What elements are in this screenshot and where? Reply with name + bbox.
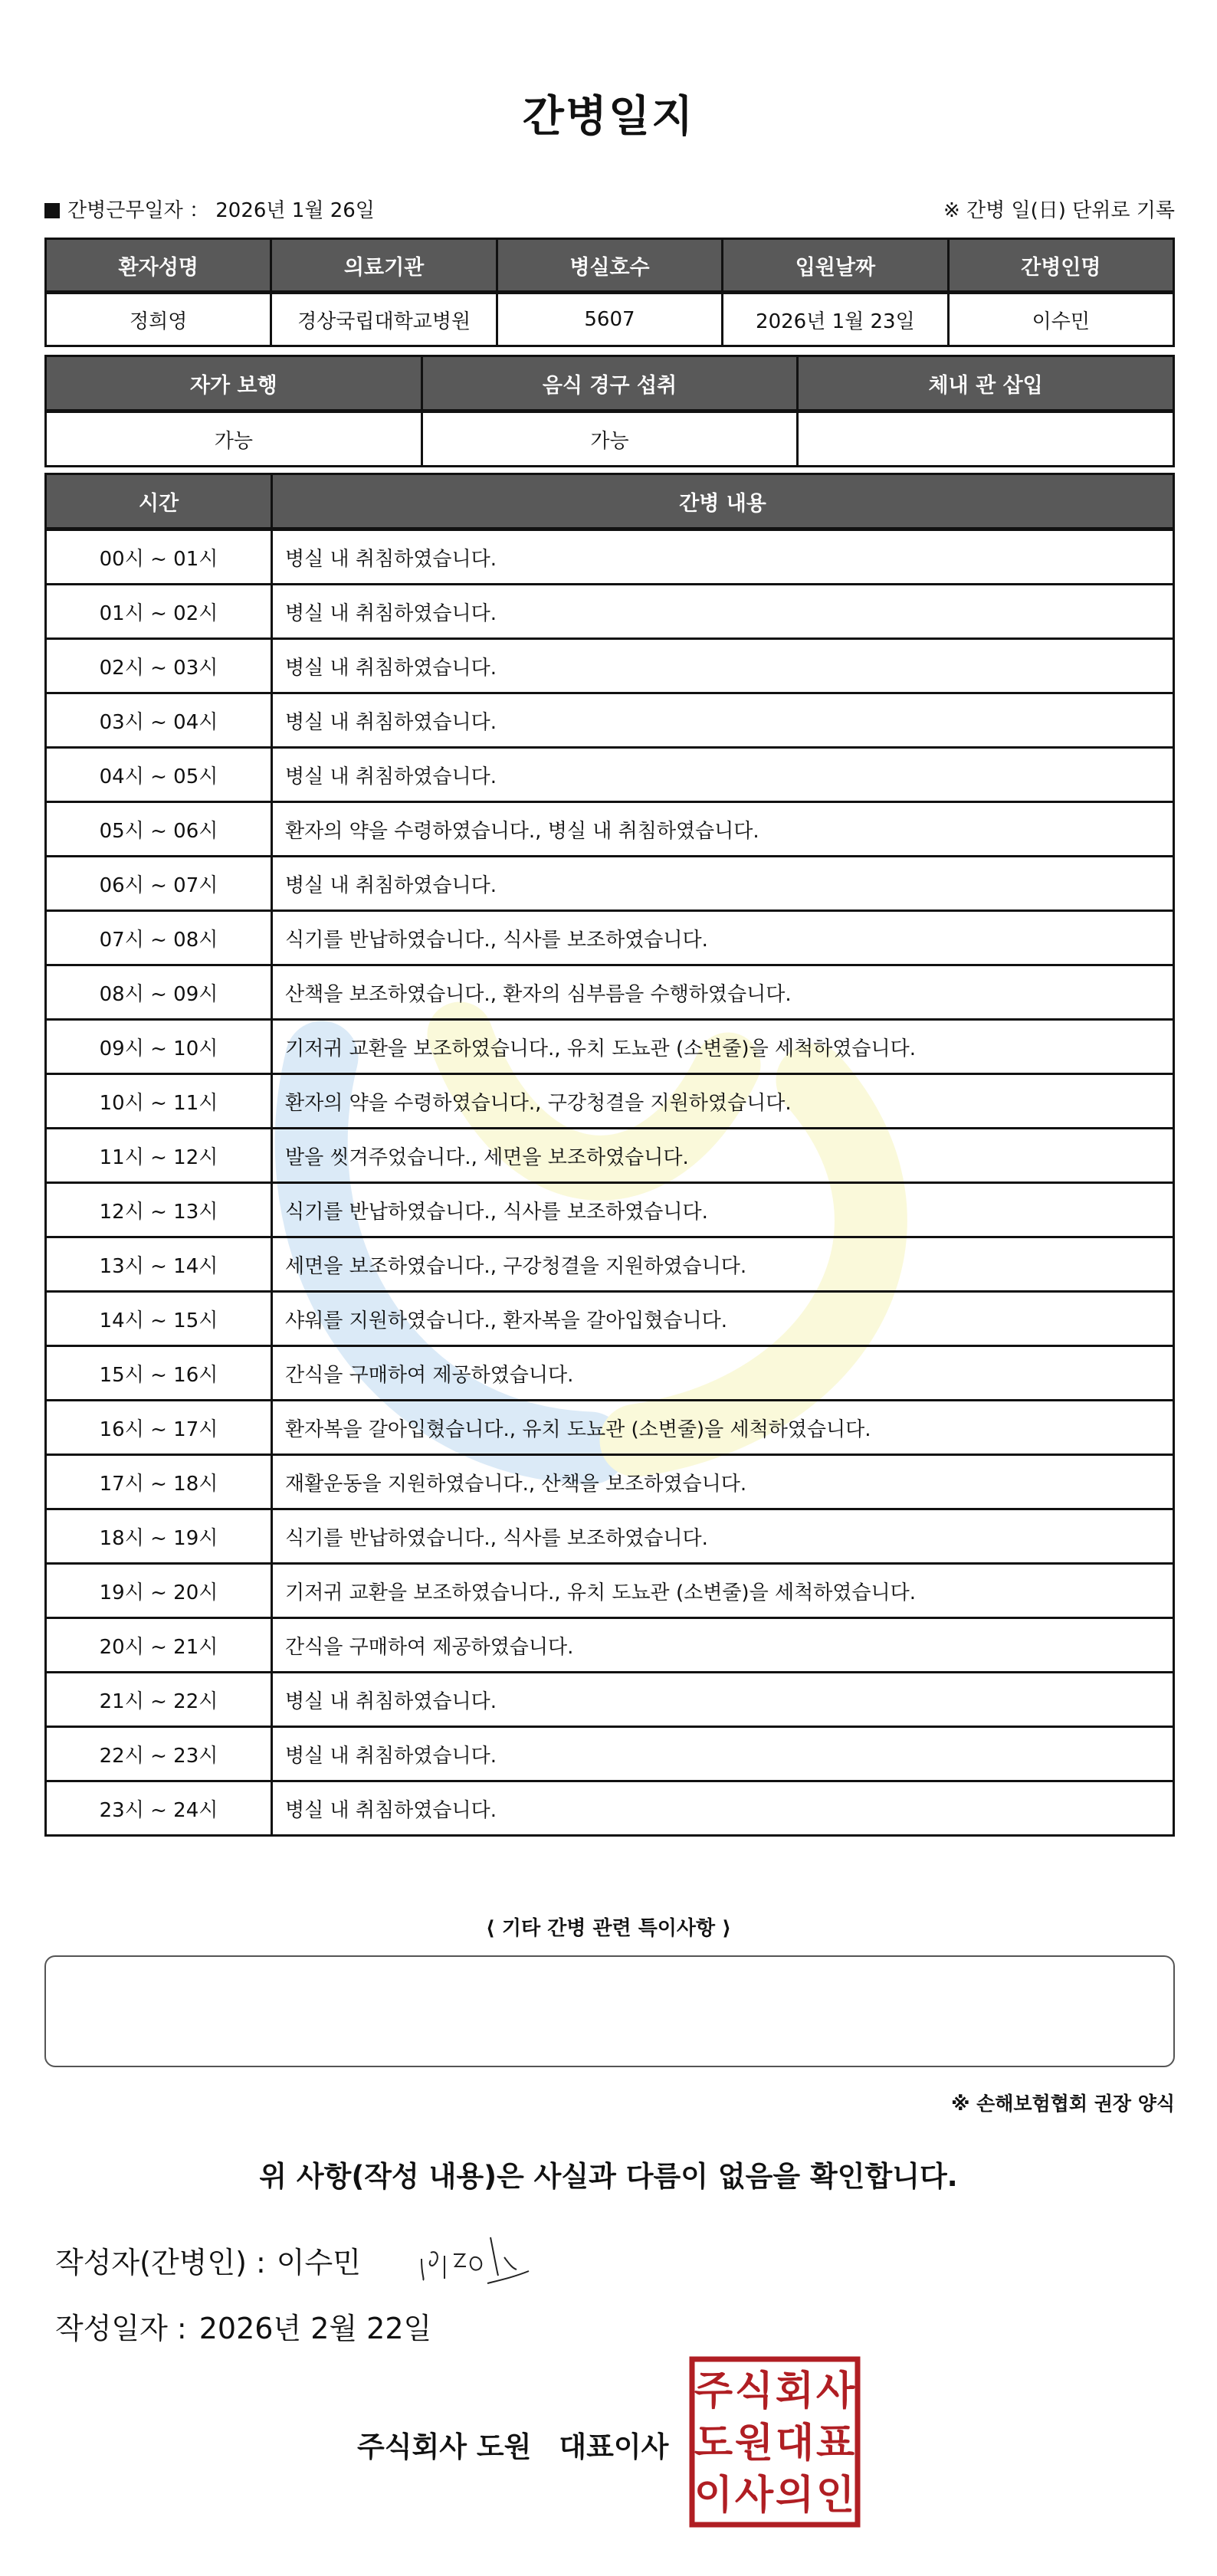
table-row	[46, 1129, 1174, 1183]
company-name: 주식회사 도원	[357, 2430, 532, 2463]
ability-value-row	[46, 411, 1174, 467]
square-bullet-icon	[44, 203, 60, 218]
content-cell: 환자의 약을 수령하였습니다., 구강청결을 지원하였습니다.	[272, 1074, 1174, 1129]
log-header-row	[46, 474, 1174, 529]
table-row	[46, 802, 1174, 857]
time-cell: 08시 ~ 09시	[46, 965, 272, 1020]
time-cell: 07시 ~ 08시	[46, 911, 272, 965]
content-cell: 병실 내 취침하였습니다.	[272, 748, 1174, 802]
content-cell: 기저귀 교환을 보조하였습니다., 유치 도뇨관 (소변줄)을 세척하였습니다.	[272, 1020, 1174, 1074]
seal-character: 식	[734, 2368, 774, 2414]
content-cell: 산책을 보조하였습니다., 환자의 심부름을 수행하였습니다.	[272, 965, 1174, 1020]
hospital-name: 경상국립대학교병원	[271, 293, 497, 346]
content-cell: 병실 내 취침하였습니다.	[272, 1673, 1174, 1727]
seal-character: 회	[775, 2368, 815, 2414]
ability-header: 체내 관 삽입	[798, 356, 1174, 411]
table-row	[46, 1020, 1174, 1074]
confirmation-text: 위 사항(작성 내용)은 사실과 다름이 없음을 확인합니다.	[259, 2160, 958, 2193]
seal-character: 원	[734, 2420, 774, 2466]
content-cell: 병실 내 취침하였습니다.	[272, 529, 1174, 585]
content-cell: 샤워를 지원하였습니다., 환자복을 갈아입혔습니다.	[272, 1292, 1174, 1346]
table-row	[46, 1564, 1174, 1618]
table-row	[46, 1401, 1174, 1455]
time-header: 시간	[46, 474, 272, 529]
patient-ability-table	[44, 355, 1175, 467]
company-seal-stamp	[688, 2355, 861, 2528]
writer-name: 이수민	[276, 2246, 361, 2279]
time-cell: 19시 ~ 20시	[46, 1564, 272, 1618]
time-cell: 11시 ~ 12시	[46, 1129, 272, 1183]
table-row	[46, 529, 1174, 585]
time-cell: 20시 ~ 21시	[46, 1618, 272, 1673]
patient-info-table	[44, 238, 1175, 347]
content-cell: 세면을 보조하였습니다., 구강청결을 지원하였습니다.	[272, 1237, 1174, 1292]
log-body	[46, 529, 1174, 1836]
info-header: 입원날짜	[723, 239, 948, 293]
content-cell: 식기를 반납하였습니다., 식사를 보조하였습니다.	[272, 911, 1174, 965]
table-row	[46, 748, 1174, 802]
seal-character: 표	[815, 2420, 855, 2466]
time-cell: 18시 ~ 19시	[46, 1509, 272, 1564]
seal-character: 의	[775, 2473, 815, 2519]
oral-intake-value: 가능	[422, 411, 798, 467]
page-title: 간병일지	[522, 92, 695, 142]
table-row	[46, 1292, 1174, 1346]
seal-character: 이	[694, 2473, 733, 2519]
time-cell: 14시 ~ 15시	[46, 1292, 272, 1346]
tube-insertion-value	[798, 411, 1174, 467]
seal-character: 인	[815, 2473, 855, 2519]
content-cell: 병실 내 취침하였습니다.	[272, 857, 1174, 911]
room-number: 5607	[497, 293, 722, 346]
table-row	[46, 639, 1174, 693]
content-cell: 병실 내 취침하였습니다.	[272, 693, 1174, 748]
write-date-label: 작성일자 :	[55, 2312, 187, 2345]
time-cell: 13시 ~ 14시	[46, 1237, 272, 1292]
work-date	[44, 195, 375, 223]
record-note: ※ 간병 일(日) 단위로 기록	[943, 199, 1175, 222]
table-row	[46, 1074, 1174, 1129]
table-row	[46, 1509, 1174, 1564]
table-row	[46, 1346, 1174, 1401]
work-date-value: 2026년 1월 26일	[215, 199, 375, 222]
time-cell: 10시 ~ 11시	[46, 1074, 272, 1129]
table-row	[46, 1727, 1174, 1781]
info-header: 병실호수	[497, 239, 722, 293]
time-cell: 05시 ~ 06시	[46, 802, 272, 857]
seal-character: 도	[694, 2420, 733, 2466]
handwritten-signature	[414, 2230, 536, 2291]
seal-character: 사	[815, 2368, 855, 2414]
admission-date: 2026년 1월 23일	[723, 293, 948, 346]
ability-header: 음식 경구 섭취	[422, 356, 798, 411]
write-date-line	[55, 2305, 431, 2347]
table-row	[46, 1673, 1174, 1727]
time-cell: 06시 ~ 07시	[46, 857, 272, 911]
content-cell: 간식을 구매하여 제공하였습니다.	[272, 1346, 1174, 1401]
patient-name: 정희영	[46, 293, 271, 346]
time-cell: 03시 ~ 04시	[46, 693, 272, 748]
table-row	[46, 1781, 1174, 1836]
recommend-note: ※ 손해보험협회 권장 양식	[951, 2093, 1175, 2115]
info-header: 간병인명	[948, 239, 1173, 293]
content-cell: 식기를 반납하였습니다., 식사를 보조하였습니다.	[272, 1183, 1174, 1237]
ability-header: 자가 보행	[46, 356, 422, 411]
seal-character: 대	[775, 2420, 815, 2466]
care-log-table	[44, 473, 1175, 1837]
table-row	[46, 1618, 1174, 1673]
info-header: 의료기관	[271, 239, 497, 293]
content-cell: 환자의 약을 수령하였습니다., 병실 내 취침하였습니다.	[272, 802, 1174, 857]
table-row	[46, 585, 1174, 639]
content-cell: 간식을 구매하여 제공하였습니다.	[272, 1618, 1174, 1673]
info-value-row	[46, 293, 1174, 346]
write-date-value: 2026년 2월 22일	[198, 2312, 432, 2345]
self-walking-value: 가능	[46, 411, 422, 467]
work-date-label: 간병근무일자 ：	[67, 199, 209, 222]
table-row	[46, 911, 1174, 965]
time-cell: 21시 ~ 22시	[46, 1673, 272, 1727]
writer-label: 작성자(간병인) :	[55, 2246, 266, 2279]
content-cell: 재활운동을 지원하였습니다., 산책을 보조하였습니다.	[272, 1455, 1174, 1509]
table-row	[46, 857, 1174, 911]
time-cell: 16시 ~ 17시	[46, 1401, 272, 1455]
table-row	[46, 1237, 1174, 1292]
time-cell: 22시 ~ 23시	[46, 1727, 272, 1781]
time-cell: 00시 ~ 01시	[46, 529, 272, 585]
special-notes-title: ⟨ 기타 간병 관련 특이사항 ⟩	[485, 1917, 732, 1940]
info-header: 환자성명	[46, 239, 271, 293]
time-cell: 17시 ~ 18시	[46, 1455, 272, 1509]
writer-line	[55, 2239, 361, 2281]
table-row	[46, 1455, 1174, 1509]
seal-character: 주	[694, 2368, 733, 2414]
seal-character: 사	[734, 2473, 774, 2519]
special-notes-box	[44, 1955, 1175, 2067]
company-rep: 대표이사	[559, 2430, 669, 2463]
content-cell: 병실 내 취침하였습니다.	[272, 585, 1174, 639]
time-cell: 04시 ~ 05시	[46, 748, 272, 802]
caregiver-name: 이수민	[948, 293, 1173, 346]
content-cell: 기저귀 교환을 보조하였습니다., 유치 도뇨관 (소변줄)을 세척하였습니다.	[272, 1564, 1174, 1618]
table-row	[46, 693, 1174, 748]
time-cell: 23시 ~ 24시	[46, 1781, 272, 1836]
time-cell: 12시 ~ 13시	[46, 1183, 272, 1237]
content-header: 간병 내용	[272, 474, 1174, 529]
content-cell: 병실 내 취침하였습니다.	[272, 1781, 1174, 1836]
content-cell: 병실 내 취침하였습니다.	[272, 1727, 1174, 1781]
content-cell: 환자복을 갈아입혔습니다., 유치 도뇨관 (소변줄)을 세척하였습니다.	[272, 1401, 1174, 1455]
time-cell: 01시 ~ 02시	[46, 585, 272, 639]
ability-header-row	[46, 356, 1174, 411]
time-cell: 09시 ~ 10시	[46, 1020, 272, 1074]
company-line	[357, 2424, 668, 2465]
table-row	[46, 965, 1174, 1020]
info-header-row	[46, 239, 1174, 293]
time-cell: 15시 ~ 16시	[46, 1346, 272, 1401]
table-row	[46, 1183, 1174, 1237]
content-cell: 발을 씻겨주었습니다., 세면을 보조하였습니다.	[272, 1129, 1174, 1183]
time-cell: 02시 ~ 03시	[46, 639, 272, 693]
content-cell: 식기를 반납하였습니다., 식사를 보조하였습니다.	[272, 1509, 1174, 1564]
content-cell: 병실 내 취침하였습니다.	[272, 639, 1174, 693]
